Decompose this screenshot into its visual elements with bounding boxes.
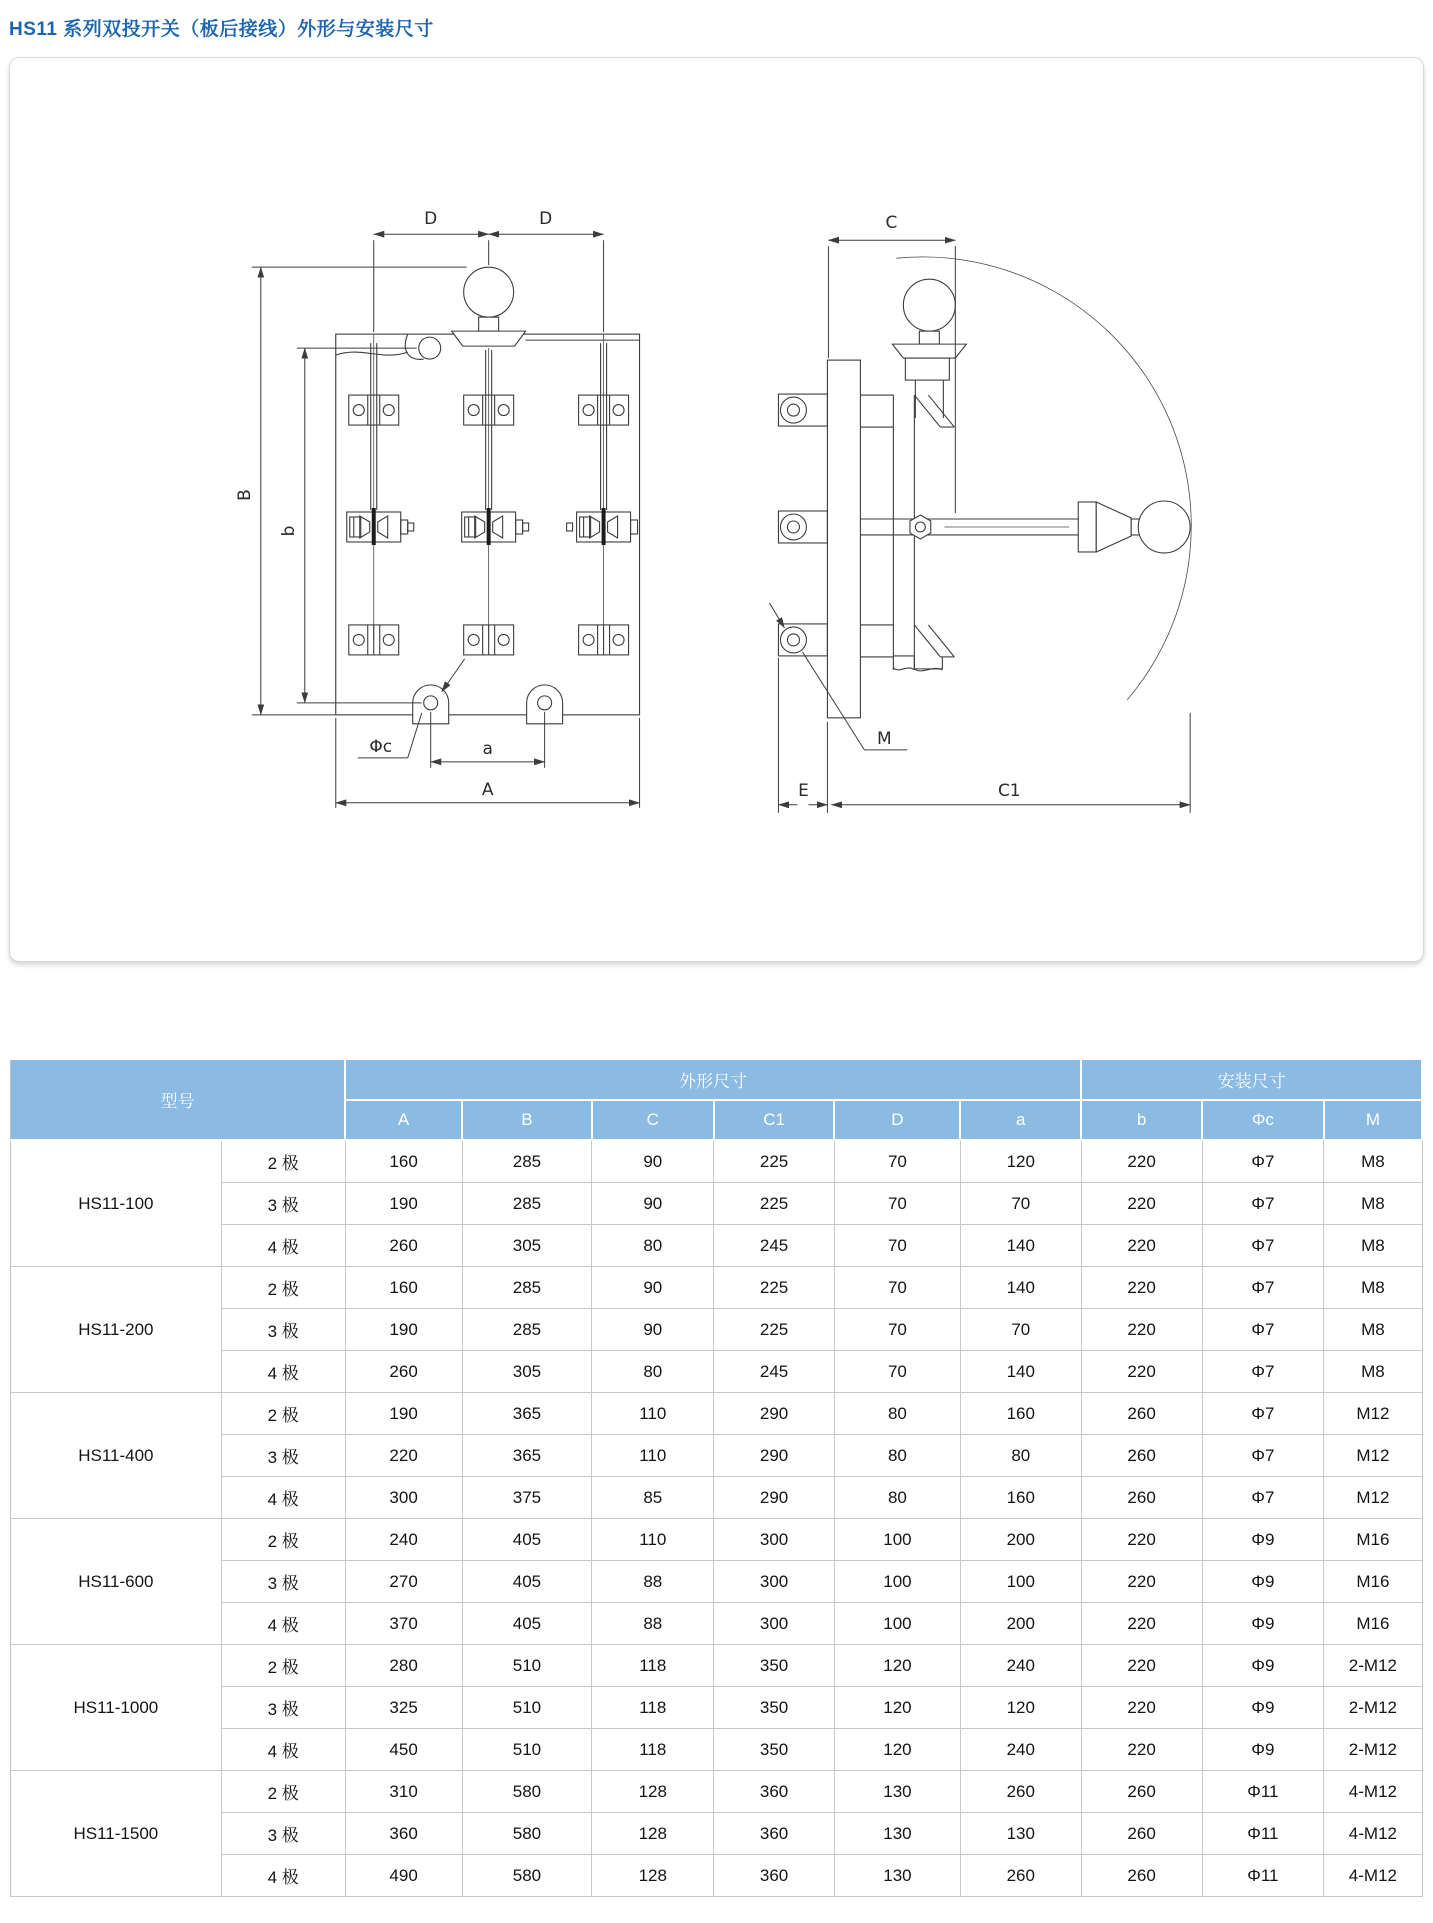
- value-cell: 370: [345, 1603, 462, 1645]
- value-cell: 260: [1081, 1393, 1202, 1435]
- value-cell: 100: [834, 1519, 960, 1561]
- model-cell: HS11-1500: [11, 1771, 222, 1897]
- value-cell: 260: [345, 1225, 462, 1267]
- value-cell: 260: [345, 1351, 462, 1393]
- poles-cell: 4 极: [221, 1729, 345, 1771]
- value-cell: 580: [462, 1813, 592, 1855]
- value-cell: 140: [960, 1351, 1081, 1393]
- value-cell: 365: [462, 1393, 592, 1435]
- table-row: [11, 1225, 1423, 1267]
- value-cell: 510: [462, 1687, 592, 1729]
- value-cell: 118: [592, 1687, 714, 1729]
- dim-label-E: E: [798, 780, 809, 801]
- header-col-a: a: [960, 1100, 1081, 1140]
- dim-label-B: B: [234, 489, 255, 501]
- pole-1: [347, 334, 414, 655]
- page-title: HS11 系列双投开关（板后接线）外形与安装尺寸: [9, 19, 434, 40]
- value-cell: 305: [462, 1225, 592, 1267]
- value-cell: 220: [1081, 1603, 1202, 1645]
- value-cell: 260: [960, 1855, 1081, 1897]
- value-cell: 280: [345, 1645, 462, 1687]
- value-cell: 260: [1081, 1477, 1202, 1519]
- value-cell: 220: [1081, 1183, 1202, 1225]
- value-cell: 300: [714, 1519, 835, 1561]
- value-cell: 220: [1081, 1140, 1202, 1183]
- poles-cell: 4 极: [221, 1855, 345, 1897]
- value-cell: 70: [834, 1183, 960, 1225]
- value-cell: 2-M12: [1324, 1729, 1422, 1771]
- handle-ball-horizontal: [1138, 501, 1190, 553]
- value-cell: 260: [960, 1771, 1081, 1813]
- table-row: [11, 1267, 1423, 1309]
- value-cell: M16: [1324, 1603, 1422, 1645]
- poles-cell: 3 极: [221, 1813, 345, 1855]
- value-cell: 88: [592, 1561, 714, 1603]
- dimensions-table: [10, 1058, 1423, 1897]
- value-cell: Φ7: [1202, 1225, 1324, 1267]
- value-cell: 580: [462, 1771, 592, 1813]
- value-cell: 245: [714, 1225, 835, 1267]
- value-cell: Φ7: [1202, 1183, 1324, 1225]
- value-cell: 290: [714, 1435, 835, 1477]
- value-cell: 220: [1081, 1267, 1202, 1309]
- stud-bottom: [778, 624, 827, 656]
- hex-bolt: [910, 515, 931, 539]
- table-row: [11, 1771, 1423, 1813]
- value-cell: 190: [345, 1309, 462, 1351]
- value-cell: 4-M12: [1324, 1813, 1422, 1855]
- dim-label-phi-c: Φc: [369, 736, 393, 757]
- value-cell: 130: [834, 1855, 960, 1897]
- value-cell: 220: [1081, 1645, 1202, 1687]
- value-cell: 160: [960, 1393, 1081, 1435]
- value-cell: 510: [462, 1645, 592, 1687]
- value-cell: 360: [714, 1771, 835, 1813]
- value-cell: 350: [714, 1687, 835, 1729]
- value-cell: Φ7: [1202, 1393, 1324, 1435]
- technical-drawing: [10, 58, 1423, 961]
- stud-top: [778, 394, 827, 426]
- value-cell: 350: [714, 1645, 835, 1687]
- handle-ball-front: [464, 267, 514, 317]
- value-cell: 128: [592, 1813, 714, 1855]
- header-col-A: A: [345, 1100, 462, 1140]
- value-cell: Φ11: [1202, 1771, 1324, 1813]
- value-cell: 118: [592, 1729, 714, 1771]
- value-cell: 190: [345, 1393, 462, 1435]
- poles-cell: 3 极: [221, 1183, 345, 1225]
- dim-label-M: M: [877, 728, 892, 749]
- value-cell: 360: [714, 1855, 835, 1897]
- header-col-B: B: [462, 1100, 592, 1140]
- value-cell: 450: [345, 1729, 462, 1771]
- value-cell: M8: [1324, 1351, 1422, 1393]
- value-cell: 290: [714, 1477, 835, 1519]
- value-cell: 88: [592, 1603, 714, 1645]
- pivot-circle: [419, 337, 441, 359]
- value-cell: 110: [592, 1393, 714, 1435]
- value-cell: Φ7: [1202, 1267, 1324, 1309]
- table-row: [11, 1351, 1423, 1393]
- value-cell: 140: [960, 1225, 1081, 1267]
- dim-label-b: b: [278, 525, 299, 537]
- table-row: [11, 1645, 1423, 1687]
- value-cell: 70: [834, 1267, 960, 1309]
- poles-cell: 4 极: [221, 1225, 345, 1267]
- value-cell: 350: [714, 1729, 835, 1771]
- value-cell: 100: [834, 1561, 960, 1603]
- pole-3: [567, 334, 638, 655]
- value-cell: 360: [345, 1813, 462, 1855]
- value-cell: Φ7: [1202, 1477, 1324, 1519]
- value-cell: 305: [462, 1351, 592, 1393]
- model-cell: HS11-600: [11, 1519, 222, 1645]
- value-cell: 140: [960, 1267, 1081, 1309]
- table-row: [11, 1813, 1423, 1855]
- value-cell: M8: [1324, 1140, 1422, 1183]
- poles-cell: 3 极: [221, 1561, 345, 1603]
- value-cell: 220: [345, 1435, 462, 1477]
- value-cell: 128: [592, 1771, 714, 1813]
- value-cell: 285: [462, 1309, 592, 1351]
- poles-cell: 3 极: [221, 1435, 345, 1477]
- header-col-C1: C1: [714, 1100, 835, 1140]
- value-cell: 100: [960, 1561, 1081, 1603]
- value-cell: 128: [592, 1855, 714, 1897]
- value-cell: 245: [714, 1351, 835, 1393]
- value-cell: 240: [345, 1519, 462, 1561]
- table-row: [11, 1519, 1423, 1561]
- handle-ball-up: [903, 279, 955, 331]
- panel-plate: [827, 360, 860, 718]
- table-row: [11, 1687, 1423, 1729]
- table-row: [11, 1855, 1423, 1897]
- table-row: [11, 1477, 1423, 1519]
- value-cell: 70: [960, 1183, 1081, 1225]
- dim-label-a: a: [482, 738, 493, 759]
- value-cell: 2-M12: [1324, 1687, 1422, 1729]
- value-cell: 405: [462, 1561, 592, 1603]
- value-cell: 285: [462, 1267, 592, 1309]
- value-cell: 2-M12: [1324, 1645, 1422, 1687]
- value-cell: 90: [592, 1267, 714, 1309]
- header-col-M: M: [1324, 1100, 1422, 1140]
- dim-label-D1: D: [424, 209, 438, 230]
- value-cell: 510: [462, 1729, 592, 1771]
- poles-cell: 3 极: [221, 1309, 345, 1351]
- table-row: [11, 1603, 1423, 1645]
- value-cell: M12: [1324, 1435, 1422, 1477]
- value-cell: 160: [345, 1267, 462, 1309]
- value-cell: 220: [1081, 1225, 1202, 1267]
- poles-cell: 2 极: [221, 1140, 345, 1183]
- value-cell: 100: [834, 1603, 960, 1645]
- dim-label-A: A: [481, 779, 494, 800]
- poles-cell: 4 极: [221, 1351, 345, 1393]
- value-cell: 290: [714, 1393, 835, 1435]
- drawing-panel: [9, 57, 1424, 962]
- value-cell: Φ11: [1202, 1813, 1324, 1855]
- table-row: [11, 1309, 1423, 1351]
- value-cell: 220: [1081, 1351, 1202, 1393]
- value-cell: Φ9: [1202, 1687, 1324, 1729]
- value-cell: 360: [714, 1813, 835, 1855]
- value-cell: Φ11: [1202, 1855, 1324, 1897]
- header-col-phi-c: Φc: [1202, 1100, 1324, 1140]
- pole-2: [462, 348, 529, 655]
- value-cell: M8: [1324, 1267, 1422, 1309]
- table-row: [11, 1561, 1423, 1603]
- value-cell: 90: [592, 1309, 714, 1351]
- value-cell: 405: [462, 1519, 592, 1561]
- poles-cell: 2 极: [221, 1519, 345, 1561]
- value-cell: 220: [1081, 1519, 1202, 1561]
- value-cell: 225: [714, 1267, 835, 1309]
- value-cell: 90: [592, 1140, 714, 1183]
- poles-cell: 4 极: [221, 1477, 345, 1519]
- value-cell: 300: [714, 1603, 835, 1645]
- table-row: [11, 1140, 1423, 1183]
- value-cell: 70: [834, 1225, 960, 1267]
- value-cell: 80: [834, 1477, 960, 1519]
- value-cell: 220: [1081, 1729, 1202, 1771]
- value-cell: 120: [960, 1140, 1081, 1183]
- value-cell: 260: [1081, 1813, 1202, 1855]
- value-cell: Φ7: [1202, 1140, 1324, 1183]
- value-cell: 260: [1081, 1855, 1202, 1897]
- value-cell: 85: [592, 1477, 714, 1519]
- value-cell: 270: [345, 1561, 462, 1603]
- value-cell: 80: [834, 1435, 960, 1477]
- value-cell: 225: [714, 1183, 835, 1225]
- value-cell: Φ9: [1202, 1729, 1324, 1771]
- header-model: 型号: [11, 1059, 346, 1140]
- value-cell: 120: [834, 1645, 960, 1687]
- table-row: [11, 1729, 1423, 1771]
- header-col-D: D: [834, 1100, 960, 1140]
- value-cell: 110: [592, 1435, 714, 1477]
- value-cell: 285: [462, 1183, 592, 1225]
- poles-cell: 2 极: [221, 1771, 345, 1813]
- value-cell: 490: [345, 1855, 462, 1897]
- dim-label-C1: C1: [997, 780, 1021, 801]
- value-cell: 90: [592, 1183, 714, 1225]
- value-cell: 405: [462, 1603, 592, 1645]
- poles-cell: 2 极: [221, 1393, 345, 1435]
- value-cell: Φ7: [1202, 1309, 1324, 1351]
- value-cell: 160: [345, 1140, 462, 1183]
- value-cell: 310: [345, 1771, 462, 1813]
- value-cell: 80: [834, 1393, 960, 1435]
- value-cell: Φ7: [1202, 1351, 1324, 1393]
- value-cell: 200: [960, 1519, 1081, 1561]
- value-cell: 285: [462, 1140, 592, 1183]
- value-cell: 220: [1081, 1309, 1202, 1351]
- dim-label-D2: D: [539, 209, 553, 230]
- value-cell: 375: [462, 1477, 592, 1519]
- poles-cell: 2 极: [221, 1267, 345, 1309]
- value-cell: M8: [1324, 1225, 1422, 1267]
- value-cell: M16: [1324, 1561, 1422, 1603]
- value-cell: 120: [834, 1729, 960, 1771]
- front-view: [235, 209, 640, 808]
- value-cell: 80: [592, 1351, 714, 1393]
- value-cell: 190: [345, 1183, 462, 1225]
- model-cell: HS11-400: [11, 1393, 222, 1519]
- value-cell: 580: [462, 1855, 592, 1897]
- value-cell: 130: [834, 1813, 960, 1855]
- value-cell: 80: [592, 1225, 714, 1267]
- table-row: [11, 1435, 1423, 1477]
- value-cell: 325: [345, 1687, 462, 1729]
- poles-cell: 3 极: [221, 1687, 345, 1729]
- model-cell: HS11-100: [11, 1140, 222, 1267]
- model-cell: HS11-200: [11, 1267, 222, 1393]
- poles-cell: 2 极: [221, 1645, 345, 1687]
- side-view: [769, 213, 1191, 813]
- table-row: [11, 1183, 1423, 1225]
- value-cell: M8: [1324, 1183, 1422, 1225]
- value-cell: 220: [1081, 1687, 1202, 1729]
- value-cell: 160: [960, 1477, 1081, 1519]
- value-cell: 118: [592, 1645, 714, 1687]
- value-cell: 70: [834, 1140, 960, 1183]
- value-cell: 110: [592, 1519, 714, 1561]
- value-cell: Φ7: [1202, 1435, 1324, 1477]
- value-cell: 240: [960, 1729, 1081, 1771]
- value-cell: 120: [834, 1687, 960, 1729]
- value-cell: 4-M12: [1324, 1855, 1422, 1897]
- value-cell: 220: [1081, 1561, 1202, 1603]
- value-cell: 130: [960, 1813, 1081, 1855]
- model-cell: HS11-1000: [11, 1645, 222, 1771]
- value-cell: 260: [1081, 1435, 1202, 1477]
- header-col-b: b: [1081, 1100, 1202, 1140]
- value-cell: 260: [1081, 1771, 1202, 1813]
- value-cell: 225: [714, 1140, 835, 1183]
- value-cell: M12: [1324, 1477, 1422, 1519]
- dim-label-C: C: [885, 213, 898, 234]
- value-cell: 70: [834, 1351, 960, 1393]
- value-cell: 4-M12: [1324, 1771, 1422, 1813]
- header-install-group: 安装尺寸: [1081, 1059, 1422, 1100]
- value-cell: 225: [714, 1309, 835, 1351]
- value-cell: M8: [1324, 1309, 1422, 1351]
- value-cell: 120: [960, 1687, 1081, 1729]
- value-cell: M16: [1324, 1519, 1422, 1561]
- value-cell: Φ9: [1202, 1645, 1324, 1687]
- value-cell: 300: [714, 1561, 835, 1603]
- poles-cell: 4 极: [221, 1603, 345, 1645]
- value-cell: 130: [834, 1771, 960, 1813]
- value-cell: M12: [1324, 1393, 1422, 1435]
- value-cell: Φ9: [1202, 1519, 1324, 1561]
- value-cell: 240: [960, 1645, 1081, 1687]
- value-cell: Φ9: [1202, 1603, 1324, 1645]
- header-outline-group: 外形尺寸: [345, 1059, 1081, 1100]
- value-cell: 365: [462, 1435, 592, 1477]
- value-cell: 80: [960, 1435, 1081, 1477]
- value-cell: 70: [834, 1309, 960, 1351]
- stud-middle: [778, 511, 827, 543]
- value-cell: 300: [345, 1477, 462, 1519]
- value-cell: 70: [960, 1309, 1081, 1351]
- value-cell: 200: [960, 1603, 1081, 1645]
- table-row: [11, 1393, 1423, 1435]
- header-col-C: C: [592, 1100, 714, 1140]
- value-cell: Φ9: [1202, 1561, 1324, 1603]
